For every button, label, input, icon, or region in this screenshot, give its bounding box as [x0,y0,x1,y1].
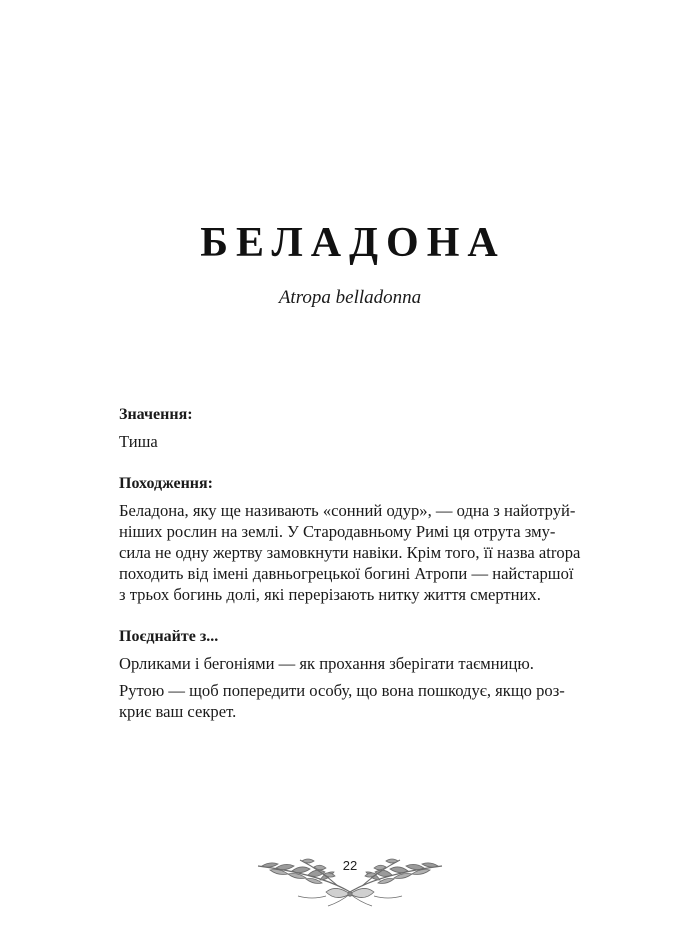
meaning-text: Тиша [119,432,158,451]
origin-line: з трьох богинь долі, які перерізають нитку життя смертних. [119,585,541,604]
section-combine [119,626,585,722]
combine-line: криє ваш секрет. [119,702,237,721]
page-body [119,404,585,743]
combine-item [119,653,585,674]
section-meaning [119,404,585,452]
origin-text [119,500,585,605]
section-origin [119,473,585,605]
origin-line: Беладона, яку ще називають «сонний одур», — одна з найотруй- [119,501,576,520]
page-number: 22 [342,858,358,873]
page-title: БЕЛАДОНА [200,220,506,266]
origin-heading: Походження: [119,475,213,492]
combine-item [119,680,585,722]
latin-name: Atropa belladonna [278,287,422,308]
combine-line: Рутою — щоб попередити особу, що вона пошкодує, якщо роз- [119,681,565,700]
combine-heading: Поєднайте з... [119,628,219,645]
origin-line: походить від імені давньогрецької богині Атропи — найстаршої [119,564,574,583]
origin-line: ніших рослин на землі. У Стародавньому Римі ця отрута зму- [119,522,556,541]
origin-line: сила не одну жертву замовкнути навіки. Крім того, її назва atropa [119,543,581,562]
combine-line: Орликами і бегоніями — як прохання зберігати таємницю. [119,654,534,673]
meaning-heading: Значення: [119,406,193,423]
